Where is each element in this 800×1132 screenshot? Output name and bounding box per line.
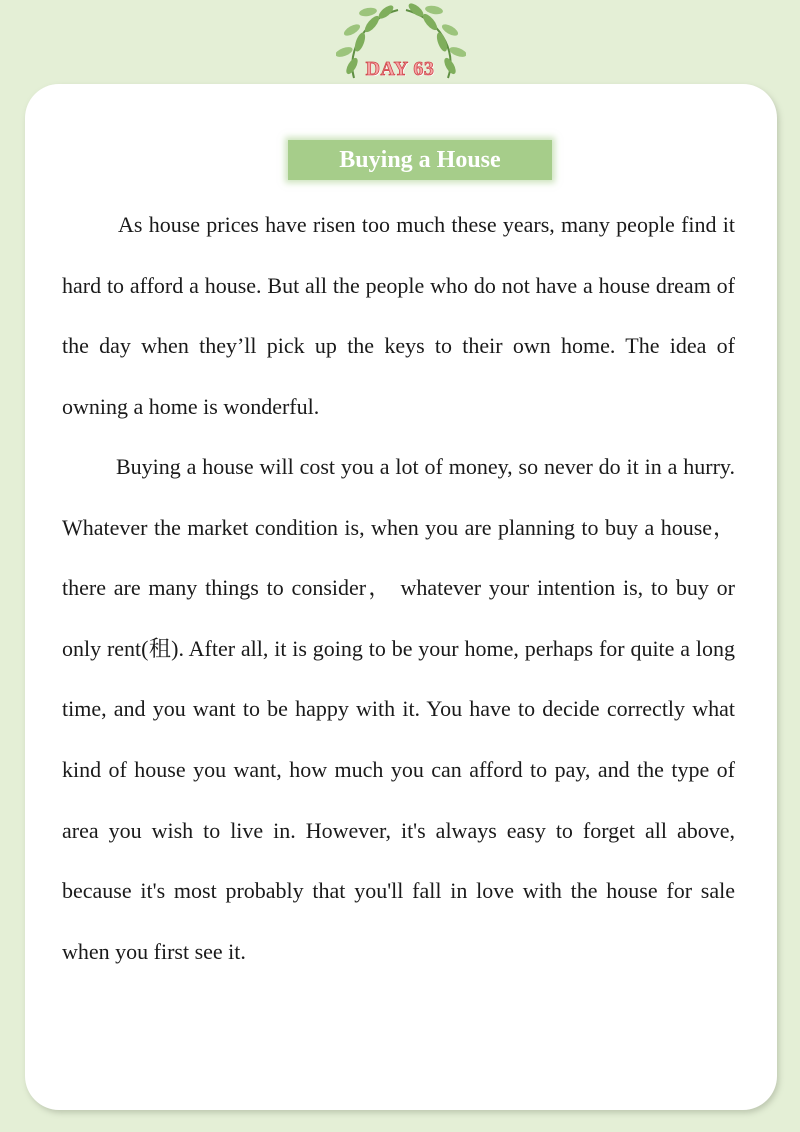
paragraph-1: As house prices have risen too much these years, many people find it hard to afford a house. But all the people who do not have a house dream of the day when they’ll pick up the keys to their own home. The idea of owning a home is wonderful. xyxy=(62,212,735,419)
day-label: DAY 63 xyxy=(365,58,435,80)
paragraph-2: Buying a house will cost you a lot of money, so never do it in a hurry. Whatever the market condition is, when you are planning to buy a house， there are many things to consider， whatever your intention is, to buy or only rent(租). After all, it is going to be your home, perhaps for quite a long time, and you want to be happy with it. You have to decide correctly what kind of house you want, how much you can afford to pay, and the type of area you wish to live in. However, it's always easy to forget all above, because it's most probably that you'll fall in love with the house for sale when you first see it. xyxy=(62,454,735,964)
page-title: Buying a House xyxy=(339,146,501,173)
title-banner xyxy=(288,140,552,180)
